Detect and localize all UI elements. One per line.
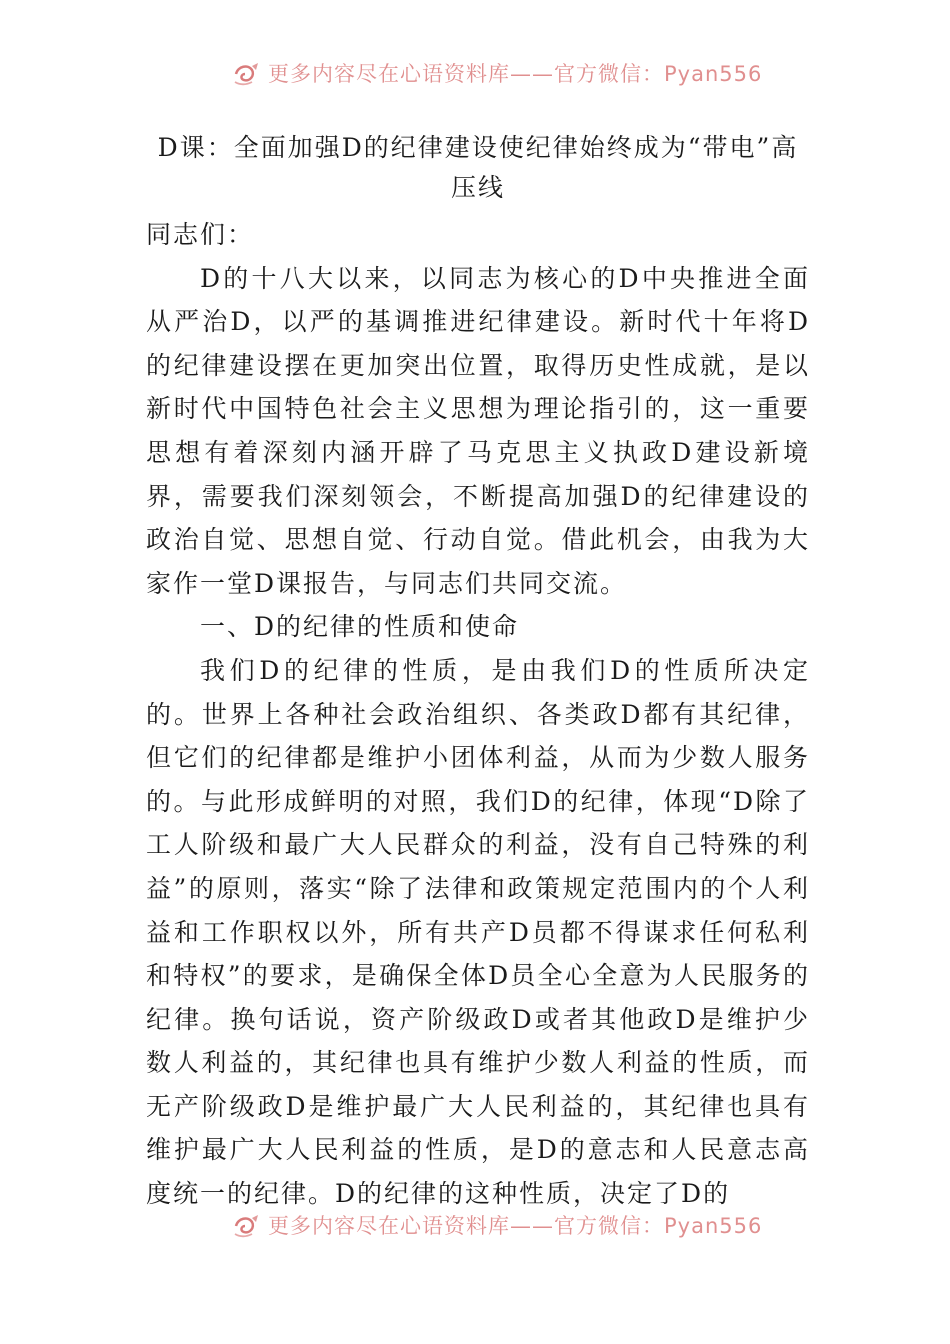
watermark-text: 更多内容尽在心语资料库——官方微信：Pyan556 <box>268 1214 763 1238</box>
body-paragraph: 我们D的纪律的性质，是由我们D的性质所决定的。世界上各种社会政治组织、各类政D都有其纪律，但它们的纪律都是维护小团体利益，从而为少数人服务的。与此形成鲜明的对照，我们D的纪律，体现“D除了工人阶级和最广大人民群众的利益，没有自己特殊的利益”的原则，落实“除了法律和政策规定范围内的个人利益和工作职权以外，所有共产D员都不得谋求任何私利和特权”的要求，是确保全体D员全心全意为人民服务的纪律。换句话说，资产阶级政D或者其他政D是维护少数人利益的，其纪律也具有维护少数人利益的性质，而无产阶级政D是维护最广大人民利益的，其纪律也具有维护最广大人民利益的性质，是D的意志和人民意志高度统一的纪律。D的纪律的这种性质，决定了D的 <box>146 655 810 1209</box>
body-paragraph: D的十八大以来，以同志为核心的D中央推进全面从严治D，以严的基调推进纪律建设。新时代十年将D的纪律建设摆在更加突出位置，取得历史性成就，是以新时代中国特色社会主义思想为理论指引的，这一重要思想有着深刻内涵开辟了马克思主义执政D建设新境界，需要我们深刻领会，不断提高加强D的纪律建设的政治自觉、思想自觉、行动自觉。借此机会，由我为大家作一堂D课报告，与同志们共同交流。 <box>146 263 810 598</box>
salutation: 同志们： <box>146 220 255 249</box>
watermark-text: 更多内容尽在心语资料库——官方微信：Pyan556 <box>268 62 763 86</box>
footer-watermark <box>0 1204 950 1244</box>
document-body <box>146 213 810 1216</box>
header-watermark <box>0 52 950 92</box>
section-heading: 一、D的纪律的性质和使命 <box>200 612 520 642</box>
watermark-logo-icon <box>232 60 262 86</box>
watermark-logo-icon <box>232 1212 262 1238</box>
document-title: D课：全面加强D的纪律建设使纪律始终成为“带电”高压线 <box>157 133 799 202</box>
